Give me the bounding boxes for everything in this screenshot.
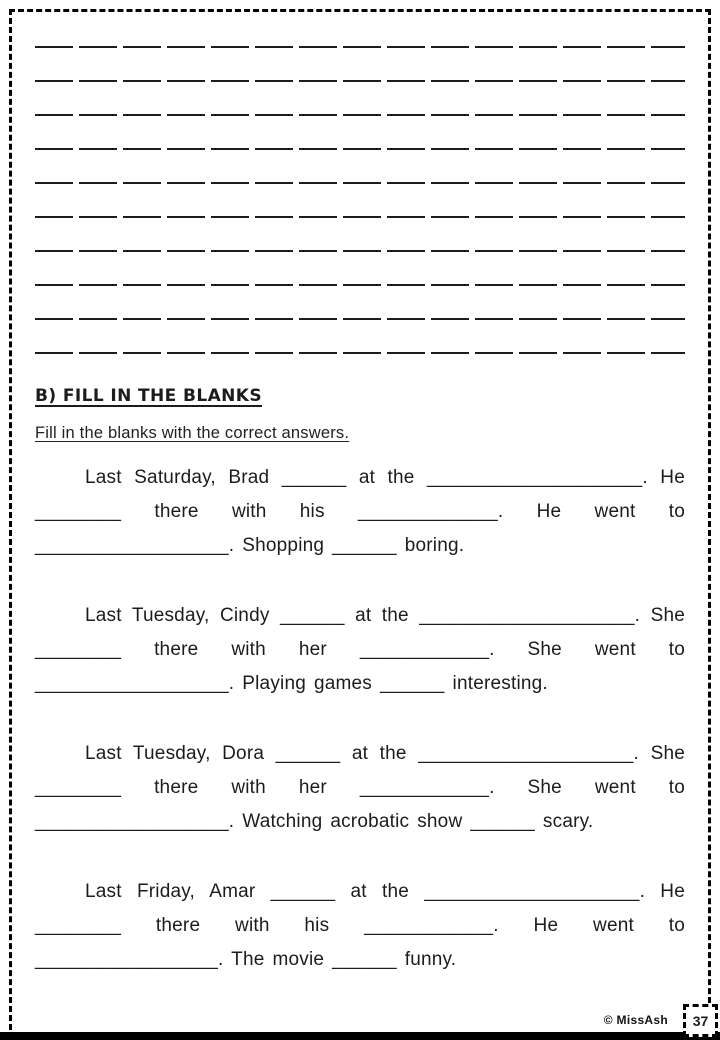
writing-line	[35, 46, 685, 48]
writing-line	[35, 250, 685, 252]
paragraph-dora: Last Tuesday, Dora ______ at the ____________________. She ________ there with her ____________. She went to __________________. Watching acrobatic show ______ scary.	[35, 743, 685, 832]
writing-line	[35, 216, 685, 218]
writing-line	[35, 114, 685, 116]
section-heading: B) FILL IN THE BLANKS	[35, 386, 262, 406]
fill-in-the-blanks-paragraphs	[35, 461, 685, 977]
writing-line	[35, 182, 685, 184]
writing-line	[35, 148, 685, 150]
writing-line	[35, 318, 685, 320]
paragraph-cindy: Last Tuesday, Cindy ______ at the ____________________. She ________ there with her ____________. She went to __________________. Playing games ______ interesting.	[35, 605, 685, 694]
page-number: 37	[692, 1012, 709, 1029]
worksheet-page	[9, 9, 711, 1030]
instruction-text: Fill in the blanks with the correct answers.	[35, 424, 350, 442]
copyright-credit: © MissAsh	[603, 1013, 668, 1027]
paragraph-amar: Last Friday, Amar ______ at the ____________________. He ________ there with his ____________. He went to _________________. The movie ______ funny.	[35, 881, 685, 970]
bottom-edge-strip	[0, 1032, 720, 1040]
writing-line	[35, 352, 685, 354]
writing-line	[35, 284, 685, 286]
writing-line	[35, 80, 685, 82]
page-number-box	[683, 1004, 718, 1037]
writing-lines	[35, 46, 685, 354]
paragraph-brad: Last Saturday, Brad ______ at the ____________________. He ________ there with his _____________. He went to __________________. Shopping ______ boring.	[35, 467, 685, 556]
